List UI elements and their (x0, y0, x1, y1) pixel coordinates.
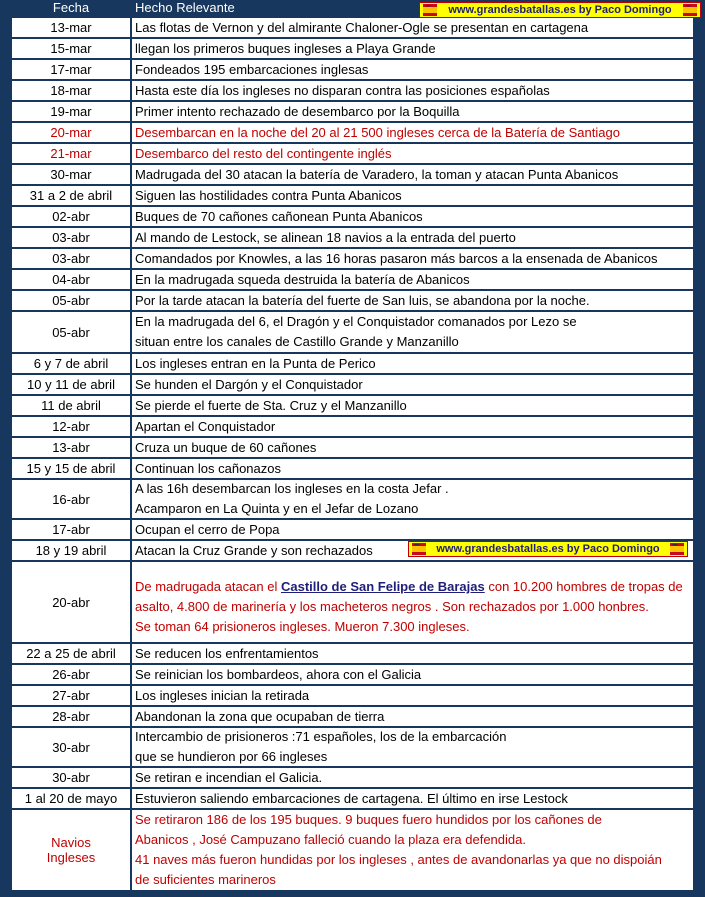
table-row (0, 375, 705, 394)
date-cell: 17-abr (12, 520, 130, 539)
date-cell: 04-abr (12, 270, 130, 289)
table-row (0, 396, 705, 415)
date-cell: 20-mar (12, 123, 130, 142)
event-line: Intercambio de prisioneros :71 españoles, los de la embarcación (135, 729, 507, 744)
date-cell: 26-abr (12, 665, 130, 684)
event-cell (132, 375, 693, 394)
date-cell: Navios Ingleses (12, 810, 130, 890)
event-line: Se retiraron 186 de los 195 buques. 9 buques fuero hundidos por los cañones de (135, 812, 602, 827)
table-row (0, 123, 705, 142)
castle-name: Castillo de San Felipe de Barajas (280, 579, 485, 594)
header-fecha: Fecha (52, 0, 90, 15)
event-line: Abandonan la zona que ocupaban de tierra (135, 708, 385, 724)
event-line: A las 16h desembarcan los ingleses en la costa Jefar . (135, 481, 449, 496)
event-cell (132, 520, 693, 539)
event-line: Madrugada del 30 atacan la batería de Varadero, la toman y atacan Punta Abanicos (135, 166, 619, 182)
date-cell: 30-abr (12, 728, 130, 766)
event-cell (132, 291, 693, 310)
event-line: En la madrugada del 6, el Dragón y el Conquistador comanados por Lezo se (135, 314, 577, 329)
event-cell (132, 810, 693, 890)
event-line: Se pierde el fuerte de Sta. Cruz y el Manzanillo (135, 397, 407, 413)
event-line: Desembarcan en la noche del 20 al 21 500 ingleses cerca de la Batería de Santiago (135, 124, 620, 140)
event-cell (132, 707, 693, 726)
event-line: Al mando de Lestock, se alinean 18 navios a la entrada del puerto (135, 229, 516, 245)
table-row (0, 270, 705, 289)
table-row (0, 249, 705, 268)
date-cell: 17-mar (12, 60, 130, 79)
event-cell (132, 562, 693, 642)
watermark-text: www.grandesbatallas.es by Paco Domingo (436, 543, 660, 555)
date-cell: 13-mar (12, 18, 130, 37)
date-cell: 11 de abril (12, 396, 130, 415)
watermark-banner-middle (408, 541, 688, 557)
event-cell (132, 60, 693, 79)
date-cell: 15-mar (12, 39, 130, 58)
date-cell: 31 a 2 de abril (12, 186, 130, 205)
event-line: Ocupan el cerro de Popa (135, 521, 280, 537)
event-line: Abanicos , José Campuzano falleció cuando la plaza era defendida. (135, 832, 526, 847)
table-row (0, 102, 705, 121)
table-row (0, 417, 705, 436)
date-cell: 1 al 20 de mayo (12, 789, 130, 808)
event-cell (132, 249, 693, 268)
spain-flag-icon (423, 4, 437, 16)
date-cell: 03-abr (12, 249, 130, 268)
date-cell: 28-abr (12, 707, 130, 726)
event-line: Se hunden el Dargón y el Conquistador (135, 376, 363, 392)
event-line: de suficientes marineros (135, 872, 276, 887)
date-cell: 30-abr (12, 768, 130, 787)
event-line: Se reinician los bombardeos, ahora con el Galicia (135, 666, 422, 682)
table-row (0, 354, 705, 373)
watermark-text: www.grandesbatallas.es by Paco Domingo (448, 4, 672, 16)
date-cell: 12-abr (12, 417, 130, 436)
date-cell: 05-abr (12, 291, 130, 310)
date-cell: 20-abr (12, 562, 130, 642)
event-cell (132, 417, 693, 436)
spain-flag-icon (683, 4, 697, 16)
table-row (0, 789, 705, 808)
event-line: Comandados por Knowles, a las 16 horas pasaron más barcos a la ensenada de Abanicos (135, 250, 658, 266)
table-row (0, 810, 705, 890)
date-cell: 27-abr (12, 686, 130, 705)
event-line: Estuvieron saliendo embarcaciones de cartagena. El último en irse Lestock (135, 790, 568, 806)
event-line: Se reducen los enfrentamientos (135, 645, 319, 661)
date-cell: 22 a 25 de abril (12, 644, 130, 663)
table-row (0, 768, 705, 787)
event-cell (132, 144, 693, 163)
event-cell (132, 686, 693, 705)
watermark-banner-top (419, 2, 701, 18)
event-line: Siguen las hostilidades contra Punta Abanicos (135, 187, 402, 203)
table-row (0, 644, 705, 663)
header-hecho: Hecho Relevante (135, 0, 235, 15)
date-cell: 15 y 15 de abril (12, 459, 130, 478)
table-row (0, 728, 705, 766)
table-row (0, 60, 705, 79)
event-cell (132, 186, 693, 205)
event-line (135, 577, 693, 597)
date-cell: 19-mar (12, 102, 130, 121)
event-cell (132, 789, 693, 808)
table-row (0, 186, 705, 205)
event-line: Desembarco del resto del contingente inglés (135, 145, 392, 161)
table-row (0, 520, 705, 539)
table-row (0, 312, 705, 352)
table-row (0, 165, 705, 184)
table-row (0, 686, 705, 705)
event-line-text: De madrugada atacan el (135, 579, 281, 594)
event-line: Fondeados 195 embarcaciones inglesas (135, 61, 369, 77)
event-line: Se toman 64 prisioneros ingleses. Mueron 7.300 ingleses. (135, 619, 470, 634)
event-line: asalto, 4.800 de marinería y los macheteros negros . Son rechazados por 1.000 honbres. (135, 599, 649, 614)
table-row (0, 562, 705, 642)
table-row (0, 665, 705, 684)
event-cell (132, 81, 693, 100)
event-cell (132, 18, 693, 37)
table-row (0, 207, 705, 226)
event-line: Buques de 70 cañones cañonean Punta Abanicos (135, 208, 423, 224)
date-cell: 6 y 7 de abril (12, 354, 130, 373)
event-line: Hasta este día los ingleses no disparan contra las posiciones españolas (135, 82, 550, 98)
table-row (0, 81, 705, 100)
table-row (0, 480, 705, 518)
event-line: Por la tarde atacan la batería del fuerte de San luis, se abandona por la noche. (135, 292, 590, 308)
event-line: Primer intento rechazado de desembarco por la Boquilla (135, 103, 460, 119)
spain-flag-icon (412, 543, 426, 555)
event-line-text: con 10.200 hombres de tropas de (484, 579, 683, 594)
event-cell (132, 228, 693, 247)
spain-flag-icon (670, 543, 684, 555)
event-line: llegan los primeros buques ingleses a Playa Grande (135, 40, 436, 56)
table-row (0, 459, 705, 478)
event-cell (132, 354, 693, 373)
event-cell (132, 644, 693, 663)
event-cell (132, 396, 693, 415)
event-cell (132, 665, 693, 684)
event-line: que se hundieron por 66 ingleses (135, 749, 328, 764)
event-line: situan entre los canales de Castillo Grande y Manzanillo (135, 334, 459, 349)
date-cell: 21-mar (12, 144, 130, 163)
event-line: Acamparon en La Quinta y en el Jefar de Lozano (135, 501, 419, 516)
table-row (0, 291, 705, 310)
event-line: Continuan los cañonazos (135, 460, 281, 476)
date-cell: 16-abr (12, 480, 130, 518)
table-row (0, 39, 705, 58)
table-row (0, 707, 705, 726)
date-cell: 05-abr (12, 312, 130, 352)
date-cell: 13-abr (12, 438, 130, 457)
event-cell (132, 459, 693, 478)
date-cell: 30-mar (12, 165, 130, 184)
event-line: En la madrugada squeda destruida la batería de Abanicos (135, 271, 470, 287)
table-row (0, 18, 705, 37)
event-cell (132, 207, 693, 226)
date-cell: 18 y 19 abril (12, 541, 130, 560)
event-cell (132, 270, 693, 289)
date-cell: 03-abr (12, 228, 130, 247)
event-line: Los ingleses entran en la Punta de Perico (135, 355, 376, 371)
event-cell (132, 480, 693, 518)
date-cell: 02-abr (12, 207, 130, 226)
event-cell (132, 438, 693, 457)
event-line: Los ingleses inician la retirada (135, 687, 310, 703)
event-line: Se retiran e incendian el Galicia. (135, 769, 323, 785)
event-cell (132, 165, 693, 184)
table-row (0, 228, 705, 247)
date-cell: 10 y 11 de abril (12, 375, 130, 394)
event-line: Cruza un buque de 60 cañones (135, 439, 317, 455)
event-line: Atacan la Cruz Grande y son rechazados (135, 542, 373, 558)
table-row (0, 144, 705, 163)
event-cell (132, 728, 693, 766)
event-cell (132, 312, 693, 352)
table-row (0, 438, 705, 457)
date-cell: 18-mar (12, 81, 130, 100)
event-cell (132, 102, 693, 121)
event-line: Las flotas de Vernon y del almirante Chaloner-Ogle se presentan en cartagena (135, 19, 589, 35)
event-cell (132, 768, 693, 787)
event-line: Apartan el Conquistador (135, 418, 276, 434)
event-cell (132, 39, 693, 58)
event-line: 41 naves más fueron hundidas por los ingleses , antes de avandonarlas ya que no dispoián (135, 852, 662, 867)
event-cell (132, 123, 693, 142)
